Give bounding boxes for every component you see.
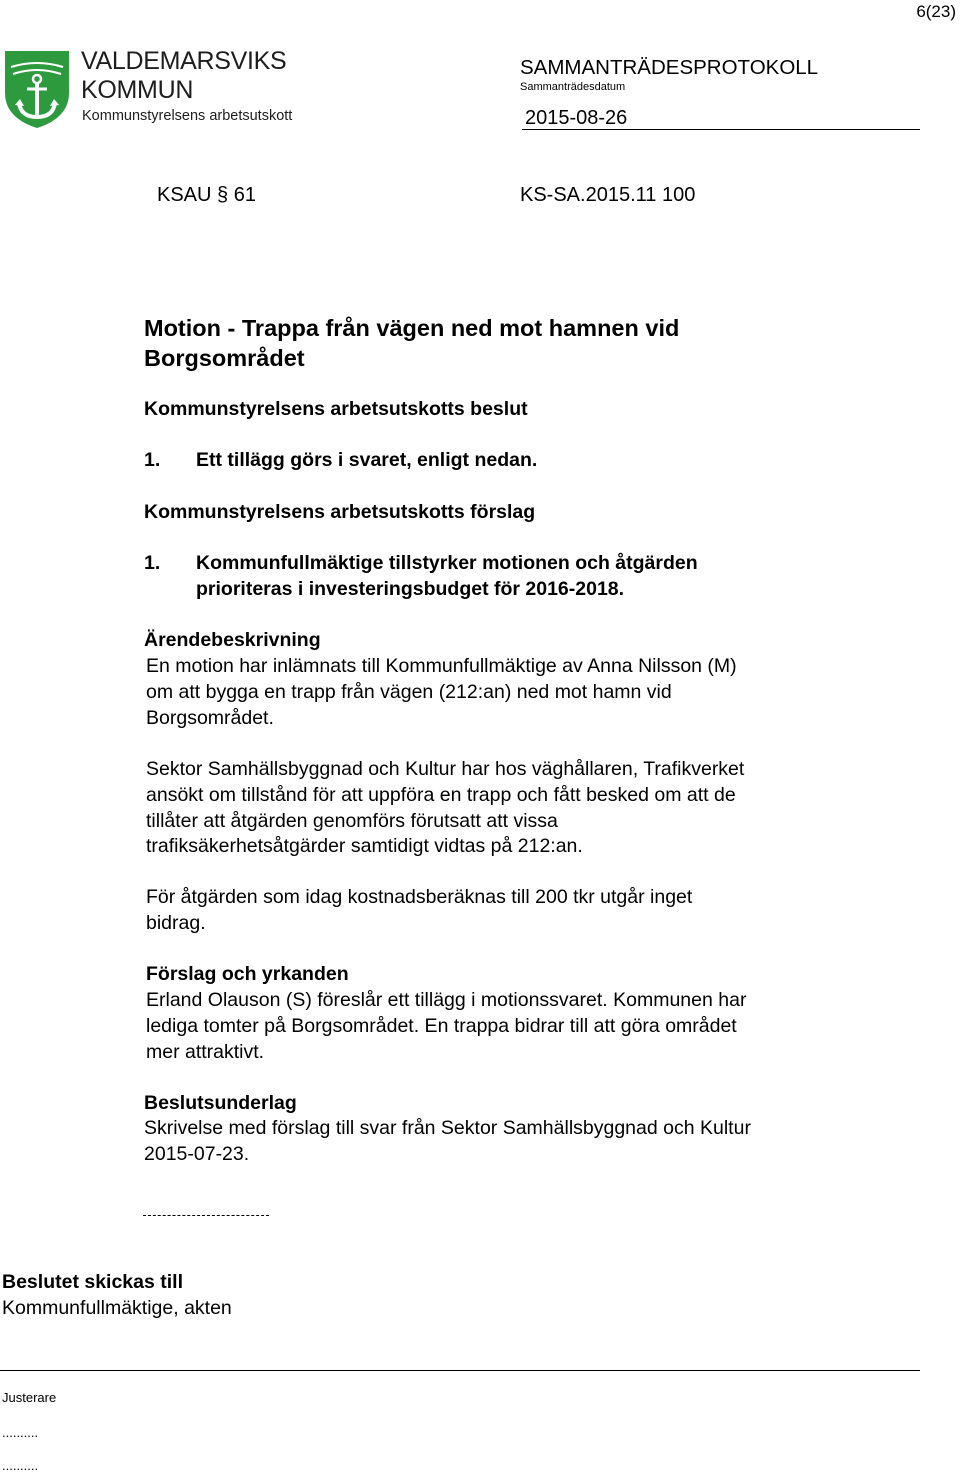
decision-item-number: 1. bbox=[144, 449, 161, 471]
sector-paragraph bbox=[146, 757, 744, 860]
cost-line: bidrag. bbox=[146, 911, 206, 934]
description-heading: Ärendebeskrivning bbox=[144, 629, 321, 651]
organization-name bbox=[81, 47, 286, 105]
basis-line: 2015-07-23. bbox=[144, 1142, 250, 1165]
basis-heading: Beslutsunderlag bbox=[144, 1092, 297, 1114]
meeting-date-label: Sammanträdesdatum bbox=[520, 81, 626, 93]
motions-line: lediga tomter på Borgsområdet. En trappa bidrar till att göra området bbox=[146, 1014, 737, 1037]
case-id: KSAU § 61 bbox=[157, 184, 256, 206]
description-text bbox=[146, 654, 737, 731]
adjuster-label: Justerare bbox=[2, 1390, 57, 1405]
sent-to-heading: Beslutet skickas till bbox=[2, 1271, 184, 1293]
description-line: En motion har inlämnats till Kommunfullmäktige av Anna Nilsson (M) bbox=[146, 655, 737, 677]
sector-line: tillåter att åtgärden genomförs förutsatt att vissa bbox=[146, 809, 558, 832]
decision-item-text: Ett tillägg görs i svaret, enligt nedan. bbox=[196, 449, 538, 471]
sector-line: trafiksäkerhetsåtgärder samtidigt vidtas på 212:an. bbox=[146, 835, 583, 858]
cost-line: För åtgärden som idag kostnadsberäknas till 200 tkr utgår inget bbox=[146, 886, 693, 908]
description-line: om att bygga en trapp från vägen (212:an) ned mot hamn vid bbox=[146, 680, 672, 703]
proposal-item-line2: prioriteras i investeringsbudget för 2016-2018. bbox=[196, 578, 625, 600]
sent-to-text: Kommunfullmäktige, akten bbox=[2, 1297, 232, 1319]
footer-divider bbox=[0, 1370, 920, 1371]
document-title: SAMMANTRÄDESPROTOKOLL bbox=[520, 56, 819, 79]
cost-paragraph bbox=[146, 885, 692, 937]
page-number: 6(23) bbox=[916, 2, 956, 21]
page-title: Motion - Trappa från vägen ned mot hamnen vid Borgsområdet bbox=[144, 315, 680, 371]
case-reference: KS-SA.2015.11 100 bbox=[520, 184, 696, 206]
proposal-item-line1: Kommunfullmäktige tillstyrker motionen och åtgärden bbox=[196, 552, 698, 574]
organization-subtitle: Kommunstyrelsens arbetsutskott bbox=[82, 108, 293, 124]
motions-line: mer attraktivt. bbox=[146, 1040, 265, 1063]
basis-text bbox=[144, 1116, 751, 1168]
proposal-item-number: 1. bbox=[144, 552, 161, 574]
motions-heading: Förslag och yrkanden bbox=[146, 963, 349, 985]
motions-line: Erland Olauson (S) föreslår ett tillägg i motionssvaret. Kommunen har bbox=[146, 989, 747, 1011]
adjuster-signature-2: .......... bbox=[2, 1458, 39, 1473]
organization-name-line1: VALDEMARSVIKS bbox=[81, 47, 287, 75]
basis-line: Skrivelse med förslag till svar från Sektor Samhällsbyggnad och Kultur bbox=[144, 1117, 751, 1139]
section-separator bbox=[143, 1215, 269, 1216]
organization-name-line2: KOMMUN bbox=[81, 76, 194, 104]
proposal-heading: Kommunstyrelsens arbetsutskotts förslag bbox=[144, 501, 536, 523]
sector-line: ansökt om tillstånd för att uppföra en trapp och fått besked om att de bbox=[146, 783, 736, 806]
adjuster-signature-1: .......... bbox=[2, 1425, 39, 1440]
anchor-coat-of-arms-icon bbox=[3, 49, 71, 129]
description-line: Borgsområdet. bbox=[146, 706, 274, 729]
sector-line: Sektor Samhällsbyggnad och Kultur har hos väghållaren, Trafikverket bbox=[146, 758, 745, 780]
motions-text bbox=[146, 988, 746, 1065]
header-divider bbox=[522, 129, 920, 130]
decision-heading: Kommunstyrelsens arbetsutskotts beslut bbox=[144, 398, 528, 420]
meeting-date: 2015-08-26 bbox=[525, 107, 628, 129]
